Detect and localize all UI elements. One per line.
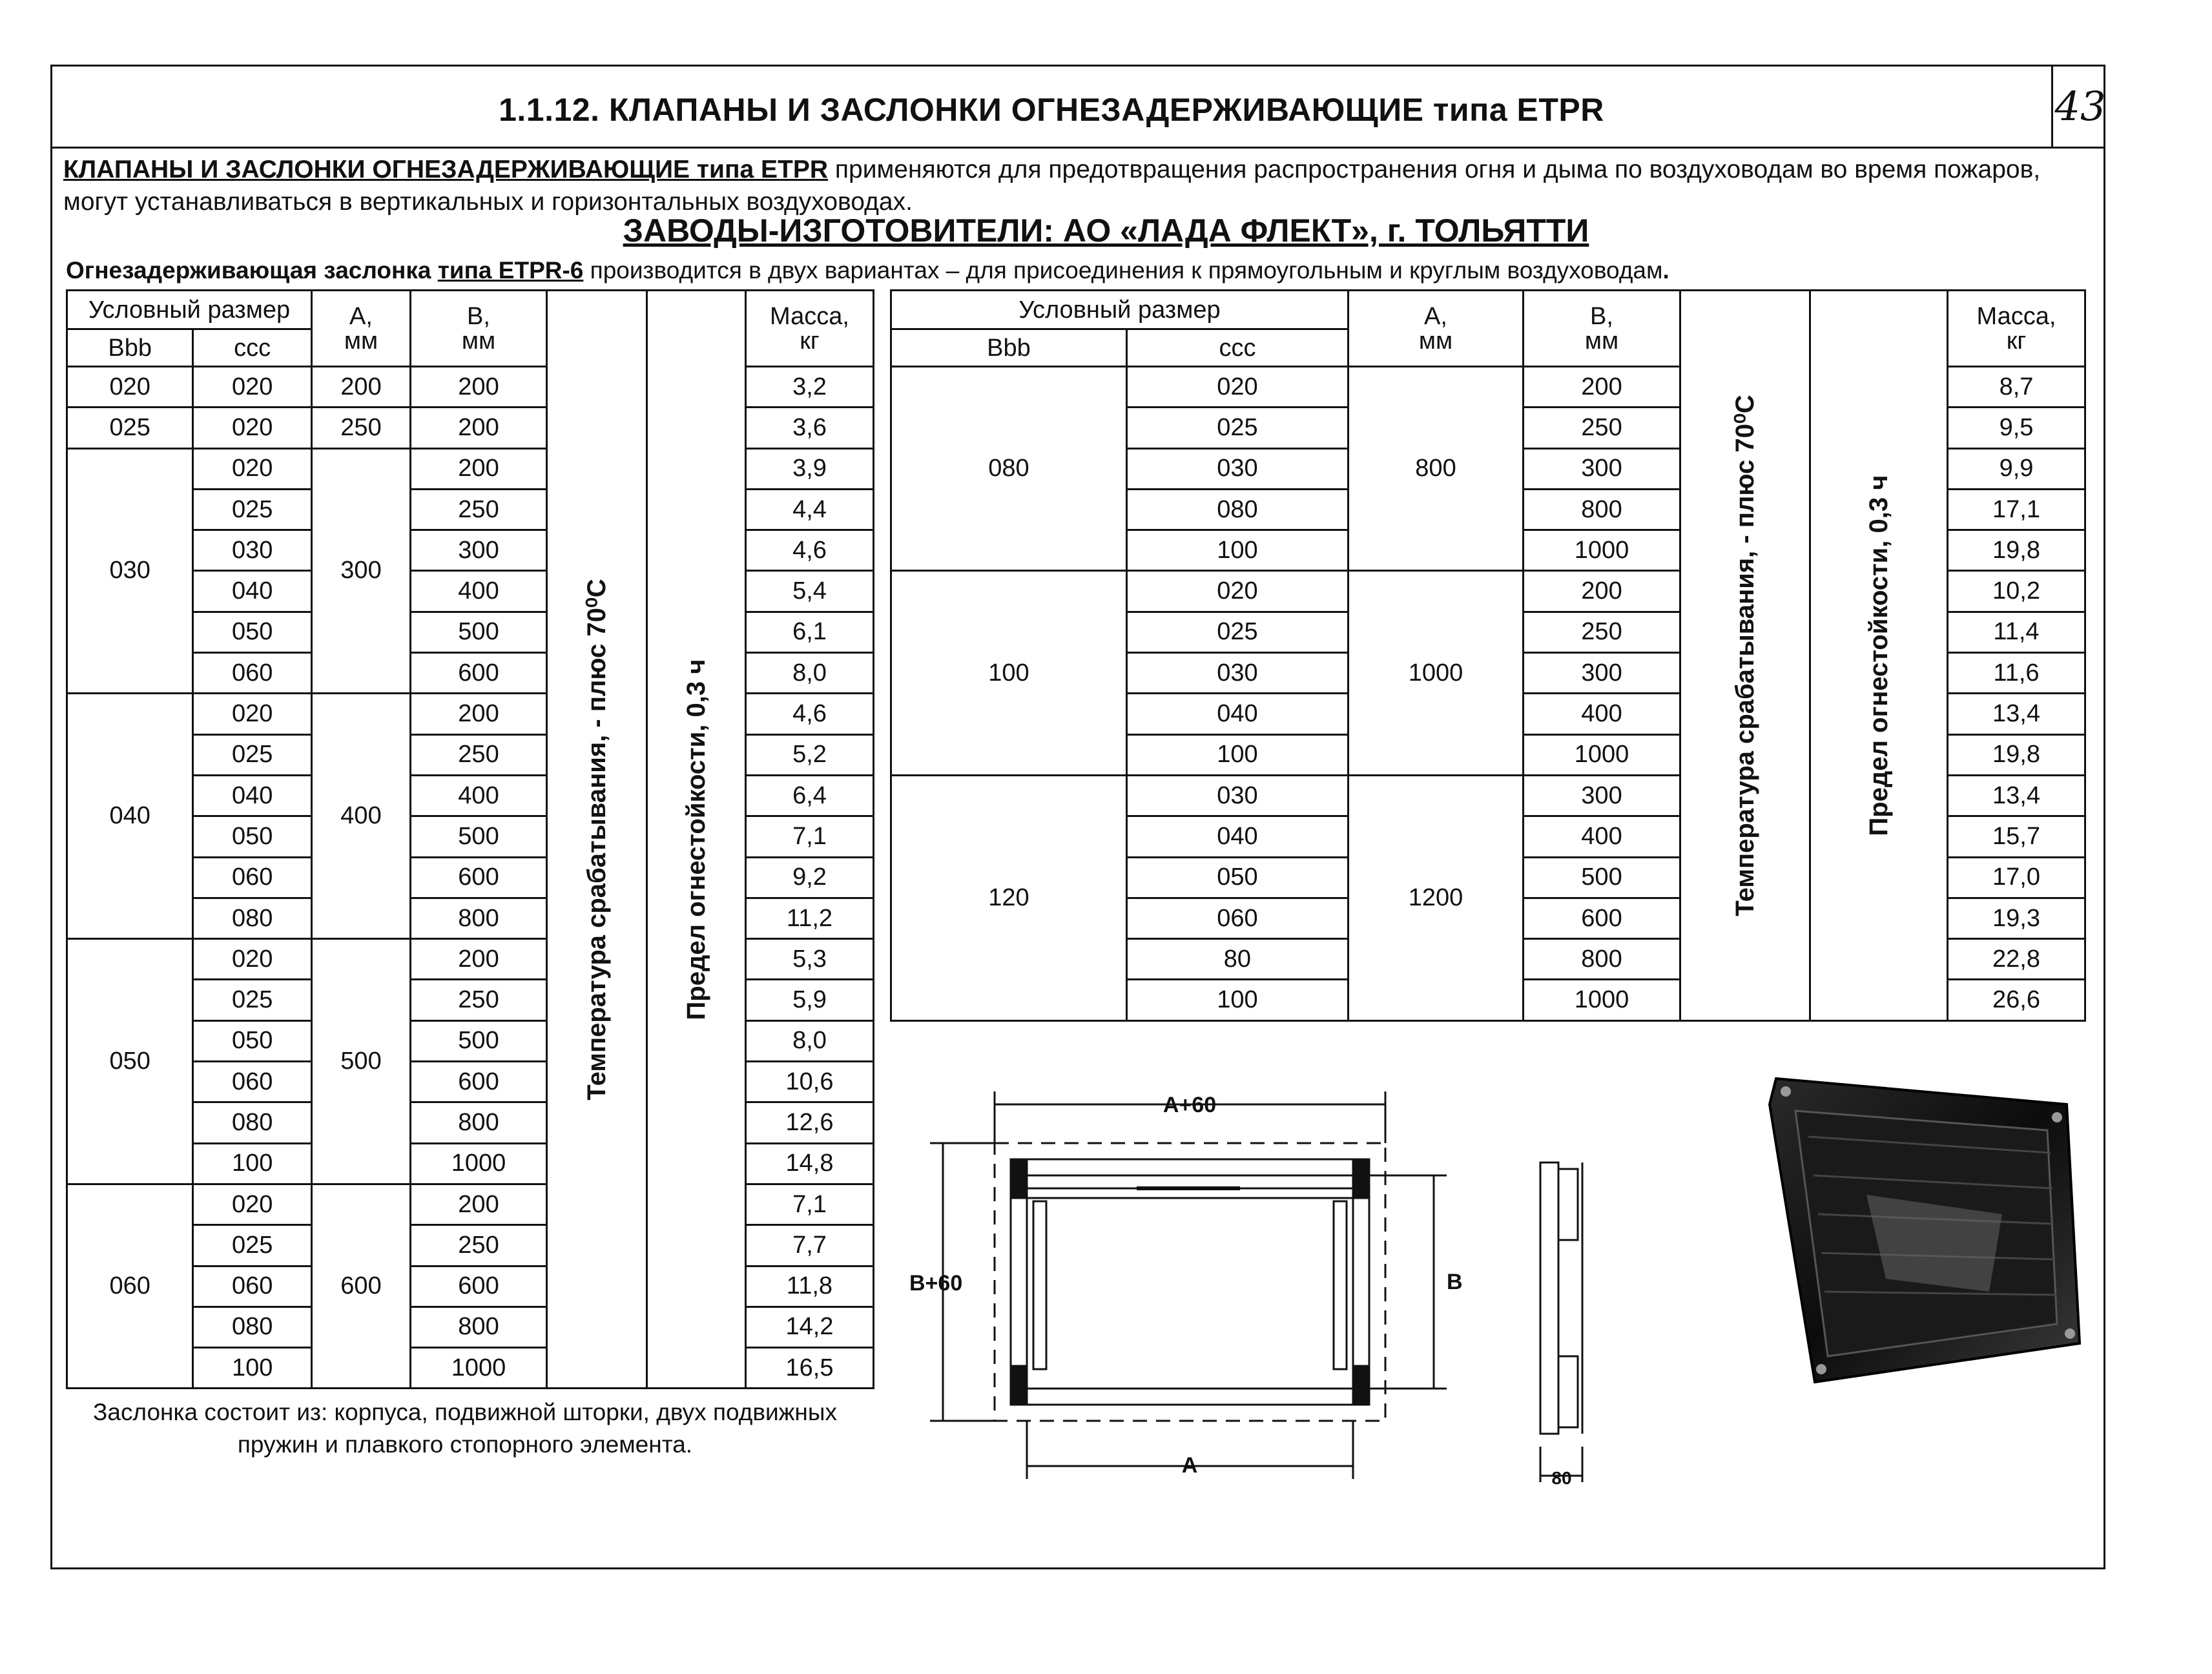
cell-b: 250 (1524, 408, 1680, 448)
subline-type: типа ETPR-6 (437, 257, 584, 284)
header-size: Условный размер (891, 291, 1349, 329)
cell-ccc: 050 (193, 816, 312, 857)
cell-b: 600 (411, 857, 547, 898)
cell-b: 200 (1524, 571, 1680, 612)
cell-b: 250 (411, 980, 547, 1020)
cell-mass: 6,1 (746, 612, 874, 652)
cell-ccc: 030 (1126, 653, 1348, 694)
dim-bottom-label: A (1181, 1453, 1198, 1478)
cell-ccc: 020 (193, 448, 312, 489)
cell-b: 200 (1524, 367, 1680, 408)
cell-b: 400 (411, 775, 547, 816)
cell-mass: 13,4 (1948, 694, 2085, 734)
cell-mass: 11,4 (1948, 612, 2085, 652)
damper-drawing (904, 1085, 1666, 1498)
cell-ccc: 020 (193, 939, 312, 980)
header-ccc: ccc (193, 329, 312, 367)
cell-bbb: 050 (67, 939, 193, 1184)
cell-b: 800 (411, 898, 547, 938)
table-row (67, 367, 874, 408)
right-size-table (890, 289, 2086, 1022)
cell-bbb: 060 (67, 1184, 193, 1388)
cell-ccc: 030 (193, 530, 312, 571)
subline-rest: производится в двух вариантах – для присоединения к прямоугольным и круглым воздуховодам (583, 257, 1663, 284)
cell-mass: 6,4 (746, 775, 874, 816)
cell-mass: 5,9 (746, 980, 874, 1020)
cell-mass: 4,6 (746, 694, 874, 734)
cell-ccc: 100 (193, 1143, 312, 1184)
cell-mass: 11,6 (1948, 653, 2085, 694)
table-row (67, 448, 874, 489)
header-fire-limit (1810, 291, 1948, 1021)
cell-a: 1000 (1349, 571, 1524, 775)
dim-side-label: 80 (1551, 1468, 1572, 1488)
cell-ccc: 040 (193, 775, 312, 816)
cell-b: 500 (411, 612, 547, 652)
intro-lead: КЛАПАНЫ И ЗАСЛОНКИ ОГНЕЗАДЕРЖИВАЮЩИЕ типа ETPR (63, 156, 829, 183)
cell-mass: 7,7 (746, 1225, 874, 1266)
cell-bbb: 080 (891, 367, 1127, 571)
cell-b: 200 (411, 448, 547, 489)
cell-mass: 3,2 (746, 367, 874, 408)
cell-a: 400 (312, 694, 411, 939)
cell-mass: 5,2 (746, 734, 874, 775)
cell-a: 200 (312, 367, 411, 408)
cell-b: 250 (1524, 612, 1680, 652)
cell-mass: 14,8 (746, 1143, 874, 1184)
cell-ccc: 080 (193, 898, 312, 938)
cell-mass: 10,2 (1948, 571, 2085, 612)
cell-ccc: 060 (1126, 898, 1348, 938)
cell-ccc: 025 (193, 1225, 312, 1266)
cell-b: 500 (411, 1020, 547, 1061)
cell-ccc: 060 (193, 1266, 312, 1307)
cell-b: 200 (411, 408, 547, 448)
cell-ccc: 100 (1126, 530, 1348, 571)
header-mass: Масса, кг (746, 291, 874, 367)
cell-ccc: 080 (193, 1102, 312, 1143)
header-temperature (547, 291, 647, 1389)
cell-ccc: 080 (1126, 489, 1348, 530)
cell-mass: 11,2 (746, 898, 874, 938)
cell-b: 800 (1524, 489, 1680, 530)
cell-bbb: 100 (891, 571, 1127, 775)
cell-mass: 17,0 (1948, 857, 2085, 898)
cell-mass: 26,6 (1948, 980, 2085, 1020)
cell-mass: 7,1 (746, 1184, 874, 1224)
cell-a: 800 (1349, 367, 1524, 571)
cell-mass: 8,0 (746, 653, 874, 694)
fire-limit-label: Предел огнестойкости, 0,3 ч (682, 659, 710, 1020)
cell-ccc: 020 (1126, 367, 1348, 408)
cell-b: 400 (1524, 816, 1680, 857)
cell-b: 250 (411, 1225, 547, 1266)
cell-ccc: 040 (1126, 816, 1348, 857)
subline-dot: . (1662, 257, 1669, 284)
cell-b: 300 (1524, 653, 1680, 694)
cell-ccc: 80 (1126, 939, 1348, 980)
header-b: В, мм (1524, 291, 1680, 367)
cell-mass: 8,0 (746, 1020, 874, 1061)
cell-b: 600 (411, 1266, 547, 1307)
header-a: А, мм (1349, 291, 1524, 367)
cell-ccc: 050 (193, 612, 312, 652)
dim-right-label: B (1447, 1270, 1463, 1294)
cell-b: 300 (1524, 448, 1680, 489)
cell-b: 1000 (411, 1143, 547, 1184)
cell-b: 500 (411, 816, 547, 857)
cell-b: 800 (1524, 939, 1680, 980)
cell-b: 600 (411, 653, 547, 694)
header-temperature (1680, 291, 1810, 1021)
cell-ccc: 020 (193, 408, 312, 448)
cell-ccc: 040 (193, 571, 312, 612)
cell-mass: 4,4 (746, 489, 874, 530)
cell-mass: 7,1 (746, 816, 874, 857)
cell-ccc: 025 (193, 980, 312, 1020)
subline-lead: Огнезадерживающая заслонка (66, 257, 438, 284)
cell-ccc: 060 (193, 1062, 312, 1102)
header-mass: Масса, кг (1948, 291, 2085, 367)
cell-mass: 4,6 (746, 530, 874, 571)
footnote: Заслонка состоит из: корпуса, подвижной шторки, двух подвижных пружин и плавкого стопорного элемента. (93, 1399, 837, 1458)
cell-b: 400 (411, 571, 547, 612)
cell-b: 200 (411, 939, 547, 980)
cell-b: 400 (1524, 694, 1680, 734)
cell-b: 250 (411, 489, 547, 530)
cell-mass: 9,9 (1948, 448, 2085, 489)
cell-ccc: 020 (193, 367, 312, 408)
cell-mass: 17,1 (1948, 489, 2085, 530)
header-size: Условный размер (67, 291, 312, 329)
cell-mass: 9,5 (1948, 408, 2085, 448)
cell-bbb: 040 (67, 694, 193, 939)
cell-ccc: 050 (193, 1020, 312, 1061)
cell-b: 600 (1524, 898, 1680, 938)
cell-mass: 11,8 (746, 1266, 874, 1307)
cell-mass: 19,8 (1948, 734, 2085, 775)
cell-mass: 19,8 (1948, 530, 2085, 571)
intro-text: применяются для предотвращения распространения огня и дыма по воздуховодам во время пожаров, могут устанавливаться в вертикальных и горизонтальных воздуховодах. (63, 156, 2041, 216)
cell-b: 1000 (1524, 980, 1680, 1020)
cell-b: 500 (1524, 857, 1680, 898)
cell-b: 1000 (1524, 734, 1680, 775)
cell-bbb: 030 (67, 448, 193, 694)
cell-a: 300 (312, 448, 411, 694)
cell-b: 800 (411, 1102, 547, 1143)
cell-ccc: 100 (1126, 980, 1348, 1020)
table-row (67, 408, 874, 448)
fire-limit-label: Предел огнестойкости, 0,3 ч (1865, 475, 1893, 836)
cell-b: 1000 (411, 1348, 547, 1389)
cell-b: 200 (411, 367, 547, 408)
cell-mass: 5,4 (746, 571, 874, 612)
cell-a: 600 (312, 1184, 411, 1388)
cell-mass: 13,4 (1948, 775, 2085, 816)
cell-ccc: 025 (1126, 612, 1348, 652)
page-number-box (2051, 65, 2105, 149)
cell-ccc: 050 (1126, 857, 1348, 898)
header-a: А, мм (312, 291, 411, 367)
title-bar (50, 65, 2105, 149)
cell-mass: 10,6 (746, 1062, 874, 1102)
cell-ccc: 060 (193, 653, 312, 694)
cell-ccc: 030 (1126, 448, 1348, 489)
cell-ccc: 100 (193, 1348, 312, 1389)
damper-photo (1757, 1066, 2093, 1389)
cell-mass: 5,3 (746, 939, 874, 980)
cell-mass: 9,2 (746, 857, 874, 898)
left-size-table (66, 289, 874, 1389)
cell-bbb: 025 (67, 408, 193, 448)
header-b: В, мм (411, 291, 547, 367)
cell-mass: 22,8 (1948, 939, 2085, 980)
cell-b: 200 (411, 694, 547, 734)
cell-ccc: 020 (1126, 571, 1348, 612)
cell-ccc: 030 (1126, 775, 1348, 816)
cell-mass: 19,3 (1948, 898, 2085, 938)
temperature-label: Температура срабатывания, - плюс 70⁰С (583, 578, 611, 1100)
cell-a: 1200 (1349, 775, 1524, 1020)
cell-b: 1000 (1524, 530, 1680, 571)
cell-ccc: 080 (193, 1307, 312, 1347)
header-ccc: ccc (1126, 329, 1348, 367)
cell-a: 500 (312, 939, 411, 1184)
dim-left-label: B+60 (909, 1271, 963, 1296)
header-bbb: Bbb (891, 329, 1127, 367)
cell-mass: 8,7 (1948, 367, 2085, 408)
cell-b: 300 (1524, 775, 1680, 816)
manufacturer-heading: ЗАВОДЫ-ИЗГОТОВИТЕЛИ: АО «ЛАДА ФЛЕКТ», г. ТОЛЬЯТТИ (623, 212, 1589, 249)
dim-top-label: A+60 (1163, 1093, 1217, 1117)
page-number: 43 (2054, 83, 2106, 130)
cell-ccc: 025 (1126, 408, 1348, 448)
header-fire-limit (647, 291, 746, 1389)
cell-a: 250 (312, 408, 411, 448)
cell-mass: 16,5 (746, 1348, 874, 1389)
cell-bbb: 020 (67, 367, 193, 408)
cell-b: 200 (411, 1184, 547, 1224)
cell-b: 300 (411, 530, 547, 571)
cell-mass: 14,2 (746, 1307, 874, 1347)
intro-paragraph (63, 154, 2078, 218)
cell-ccc: 025 (193, 734, 312, 775)
cell-b: 600 (411, 1062, 547, 1102)
page-title: 1.1.12. КЛАПАНЫ И ЗАСЛОНКИ ОГНЕЗАДЕРЖИВАЮЩИЕ типа ETPR (499, 92, 1604, 128)
cell-mass: 3,6 (746, 408, 874, 448)
table-row (67, 939, 874, 980)
cell-bbb: 120 (891, 775, 1127, 1020)
cell-ccc: 020 (193, 694, 312, 734)
product-subline (66, 256, 2068, 285)
cell-ccc: 020 (193, 1184, 312, 1224)
cell-ccc: 025 (193, 489, 312, 530)
cell-mass: 12,6 (746, 1102, 874, 1143)
cell-mass: 15,7 (1948, 816, 2085, 857)
cell-ccc: 100 (1126, 734, 1348, 775)
cell-b: 800 (411, 1307, 547, 1347)
header-bbb: Bbb (67, 329, 193, 367)
cell-ccc: 060 (193, 857, 312, 898)
cell-ccc: 040 (1126, 694, 1348, 734)
table-row (67, 694, 874, 734)
temperature-label: Температура срабатывания, - плюс 70⁰С (1731, 395, 1759, 916)
cell-b: 250 (411, 734, 547, 775)
cell-mass: 3,9 (746, 448, 874, 489)
table-row (67, 1184, 874, 1224)
